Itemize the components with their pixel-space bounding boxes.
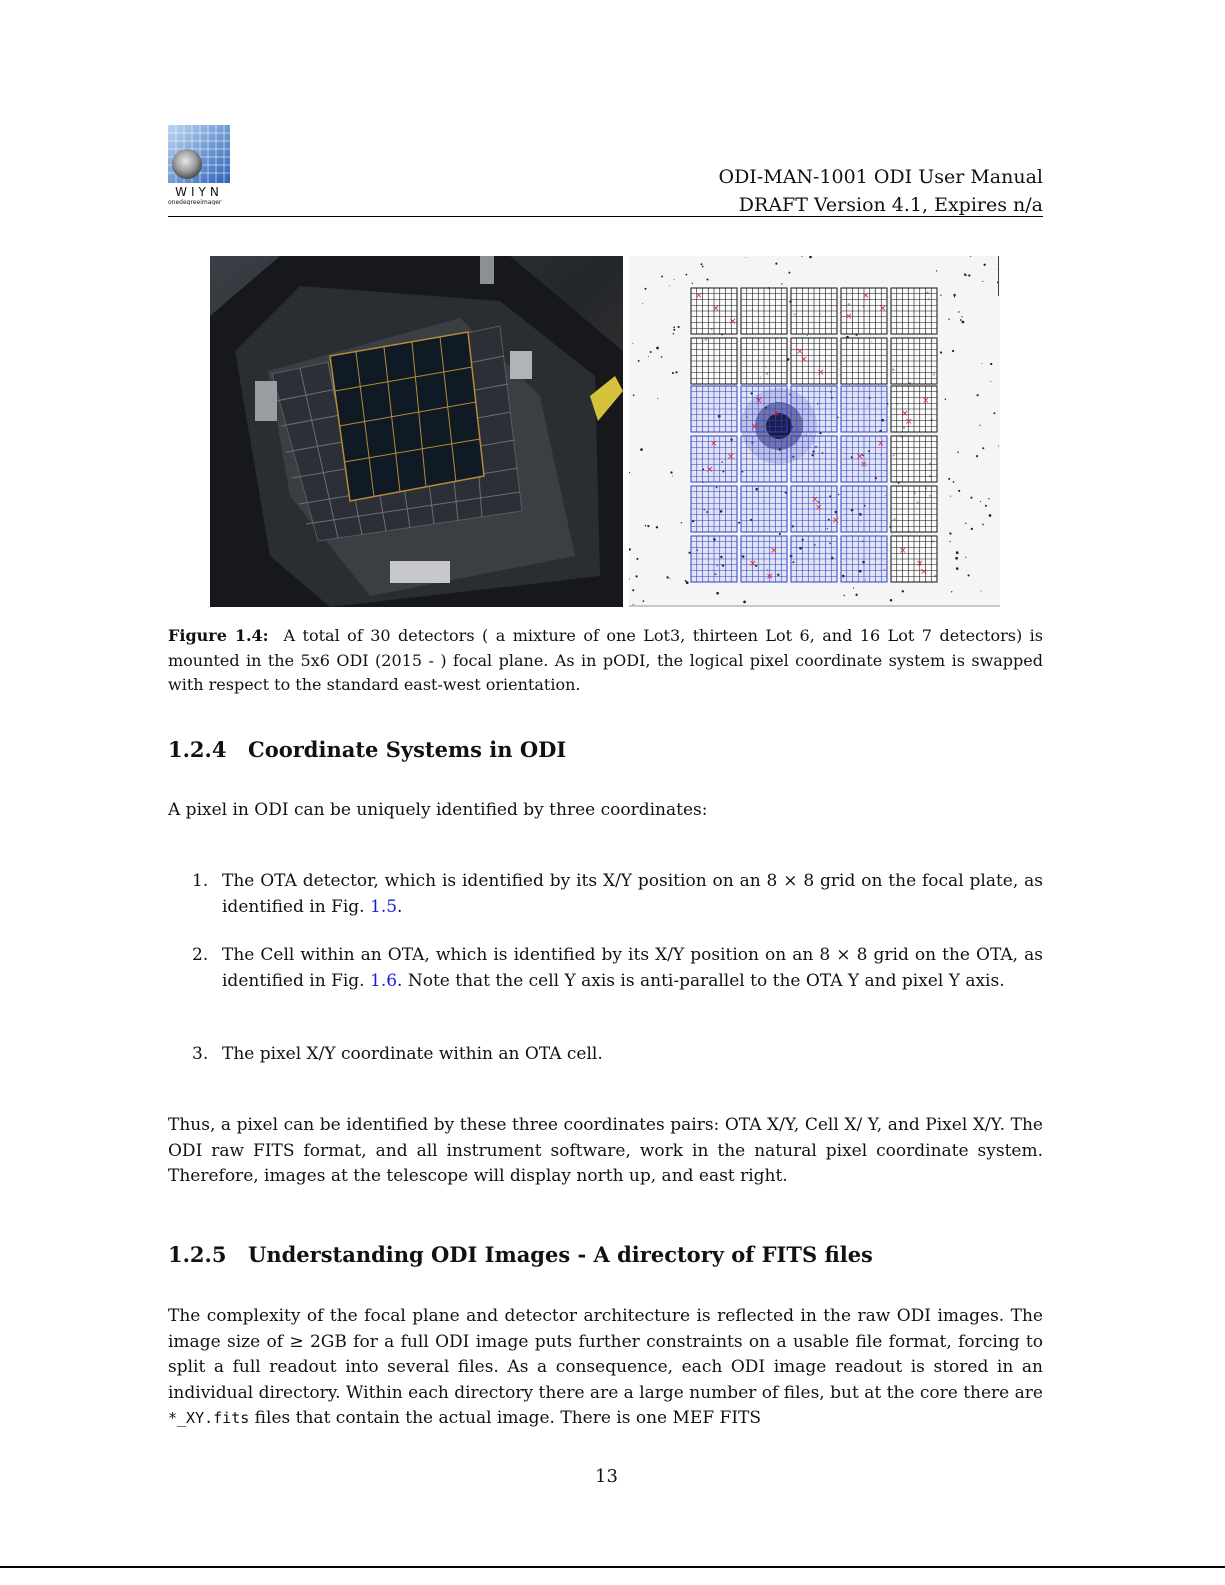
star-point — [940, 295, 941, 296]
bad-cell-mark: × — [815, 503, 823, 513]
ota-detector — [791, 386, 837, 432]
ota-detector — [791, 536, 837, 582]
doc-id: ODI-MAN-1001 ODI User Manual — [718, 166, 1043, 188]
star-point — [890, 599, 893, 602]
star-point — [965, 523, 966, 524]
section-title: Coordinate Systems in ODI — [248, 737, 567, 762]
star-point — [990, 363, 992, 365]
ota-detector — [691, 386, 737, 432]
star-point — [681, 522, 682, 523]
star-point — [632, 589, 634, 591]
detector-layout-map — [629, 256, 1000, 607]
star-point — [629, 548, 631, 551]
list-text — [222, 1042, 1043, 1068]
star-point — [962, 321, 965, 324]
ota-detector — [741, 536, 787, 582]
star-point — [657, 398, 658, 399]
star-point — [953, 481, 955, 483]
star-point — [953, 294, 955, 296]
bad-cell-mark: × — [749, 559, 757, 569]
bad-cell-mark: × — [879, 304, 887, 314]
list-number: 3. — [192, 1044, 209, 1064]
wiyn-odi-logo — [168, 125, 230, 205]
star-point — [648, 356, 649, 357]
star-point — [640, 448, 643, 451]
star-point — [706, 278, 708, 280]
section-heading-1-2-4 — [168, 737, 566, 762]
star-point — [672, 475, 673, 476]
list-text — [222, 869, 1043, 920]
bad-cell-mark: × — [862, 291, 870, 301]
star-point — [638, 360, 640, 362]
bad-cell-mark: × — [695, 291, 703, 301]
star-point — [993, 412, 995, 414]
star-point — [675, 371, 677, 373]
bad-cell-mark: × — [712, 304, 720, 314]
bad-cell-mark: × — [916, 559, 924, 569]
star-point — [980, 591, 981, 592]
list-text-part: . — [397, 896, 403, 917]
ota-detector — [891, 486, 937, 532]
star-point — [970, 497, 972, 499]
star-point — [940, 352, 942, 354]
bad-cell-mark: × — [706, 465, 714, 475]
star-point — [951, 591, 952, 592]
ota-detector — [891, 436, 937, 482]
star-point — [961, 316, 962, 317]
star-point — [636, 558, 638, 560]
figure-caption — [168, 624, 1043, 698]
ota-detector — [791, 486, 840, 532]
star-point — [738, 522, 740, 524]
star-point — [889, 526, 890, 527]
star-point — [988, 498, 989, 499]
star-point — [838, 494, 839, 495]
bad-cell-mark: × — [710, 439, 718, 449]
ota-detector — [691, 338, 737, 384]
star-point — [745, 257, 746, 258]
star-point — [968, 274, 970, 276]
star-point — [990, 381, 991, 382]
body-paragraph: Thus, a pixel can be identified by these three coordinates pairs: OTA X/Y, Cell X/ Y, and Pixel X/Y. The ODI raw FITS format, and all instrument software, work in the natural pixel coordinate system. Therefore, images at the telescope will display north up, and east right. — [168, 1115, 1043, 1186]
list-number: 1. — [192, 871, 209, 891]
star-point — [979, 425, 980, 426]
inline-code: *_XY.fits — [168, 1409, 250, 1427]
star-point — [980, 501, 981, 502]
ota-detector — [791, 338, 837, 384]
star-point — [686, 581, 689, 584]
star-point — [891, 533, 892, 534]
page-number: 13 — [595, 1466, 618, 1487]
body-paragraph — [168, 1304, 1043, 1432]
bad-cell-mark: × — [770, 546, 778, 556]
bad-cell-mark: × — [729, 317, 737, 327]
star-point — [656, 526, 658, 528]
star-point — [647, 525, 649, 527]
logo-graphic — [168, 125, 230, 205]
bad-cell-mark: × — [727, 452, 735, 462]
ota-detector — [691, 486, 737, 532]
bad-cell-mark: × — [772, 409, 780, 419]
bad-cell-mark: × — [832, 516, 840, 526]
section-title: Understanding ODI Images - A directory of FITS files — [248, 1242, 873, 1267]
bad-cell-mark: × — [845, 312, 853, 322]
star-point — [976, 394, 978, 396]
ota-detector — [691, 536, 737, 582]
list-text-part: The pixel X/Y coordinate within an OTA cell. — [222, 1044, 603, 1064]
star-point — [982, 281, 983, 282]
star-point — [998, 445, 999, 446]
star-point — [960, 319, 962, 321]
bad-cell-mark: × — [860, 460, 868, 470]
list-text — [222, 943, 1043, 994]
star-point — [669, 578, 670, 579]
star-point — [685, 580, 687, 582]
bad-cell-mark: × — [800, 355, 808, 365]
list-text-part: The OTA detector, which is identified by its X/Y position on an 8 × 8 grid on the focal plate, as identified in Fig. — [222, 871, 1043, 917]
list-text-part: . Note that the cell Y axis is anti-parallel to the OTA Y and pixel Y axis. — [397, 970, 1005, 991]
ota-detector — [741, 386, 787, 432]
ota-detector — [741, 288, 787, 334]
star-point — [743, 601, 746, 604]
star-point — [656, 347, 659, 350]
star-point — [902, 590, 904, 592]
figure-reference-link[interactable]: 1.5 — [370, 896, 398, 917]
star-point — [775, 263, 777, 265]
star-point — [673, 329, 675, 331]
bad-cell-mark: × — [905, 417, 913, 427]
ota-detector — [841, 536, 887, 582]
star-point — [956, 551, 959, 554]
bad-cell-mark: × — [751, 422, 759, 432]
star-point — [807, 335, 808, 336]
star-point — [781, 283, 782, 284]
star-point — [661, 356, 663, 358]
star-point — [989, 514, 992, 517]
star-point — [949, 532, 951, 534]
star-point — [788, 272, 790, 274]
star-point — [629, 472, 630, 473]
figure-label: Figure 1.4: — [168, 626, 269, 645]
ota-detector — [791, 436, 837, 482]
star-point — [678, 326, 680, 328]
ota-detector — [891, 536, 937, 582]
ota-detector — [741, 436, 787, 482]
star-point — [968, 574, 970, 576]
star-point — [948, 478, 950, 480]
star-point — [644, 288, 646, 290]
star-point — [645, 525, 646, 526]
star-point — [957, 451, 959, 453]
star-point — [984, 264, 986, 266]
ota-detector — [891, 386, 937, 432]
paragraph-text: files that contain the actual image. There is one MEF FITS — [249, 1408, 762, 1428]
ota-detector — [741, 338, 787, 384]
page-bottom-rule — [0, 1566, 1225, 1568]
star-point — [701, 263, 703, 265]
star-point — [801, 256, 802, 257]
running-header — [719, 163, 1044, 219]
logo-subtext: onedegreeimager — [168, 199, 222, 205]
ota-detector — [791, 288, 837, 334]
star-point — [716, 592, 719, 595]
bad-cell-mark: × — [796, 347, 804, 357]
star-point — [958, 311, 959, 312]
star-point — [779, 533, 781, 535]
star-point — [971, 528, 973, 530]
star-point — [853, 587, 854, 588]
star-point — [950, 496, 951, 497]
star-point — [844, 595, 845, 596]
star-point — [952, 350, 954, 352]
star-point — [670, 471, 672, 473]
star-point — [672, 372, 674, 374]
ota-detector — [841, 288, 887, 334]
bad-cell-mark: × — [901, 409, 909, 419]
list-text-part: The Cell within an OTA, which is identified by its X/Y position on an 8 × 8 grid on the OTA, as identified in Fig. — [222, 945, 1043, 991]
star-point — [948, 319, 949, 320]
star-point — [629, 579, 630, 580]
section-intro: A pixel in ODI can be uniquely identified by three coordinates: — [168, 800, 708, 820]
star-point — [956, 567, 959, 570]
star-point — [958, 490, 960, 492]
figure-edge — [998, 256, 999, 296]
detector-layout-graphic — [629, 256, 1000, 607]
figure-caption-text: A total of 30 detectors ( a mixture of one Lot3, thirteen Lot 6, and 16 Lot 7 detectors) is mounted in the 5x6 ODI (2015 - ) focal plane. As in pODI, the logical pixel coordinate system is swapped with respect to the standard east-west orientation. — [168, 626, 1044, 694]
star-point — [674, 279, 675, 280]
ota-detector — [691, 436, 737, 482]
logo-text: WIYN — [175, 185, 223, 199]
star-point — [970, 256, 971, 257]
star-point — [981, 363, 982, 364]
bad-cell-mark: × — [766, 572, 774, 582]
focal-plane-photo — [210, 256, 623, 607]
doc-version: DRAFT Version 4.1, Expires n/a — [738, 194, 1043, 216]
star-point — [686, 274, 688, 276]
bad-cell-mark: × — [899, 546, 907, 556]
ota-detector — [841, 386, 887, 432]
bad-cell-mark: × — [856, 452, 864, 462]
bad-cell-mark: × — [817, 368, 825, 378]
star-point — [666, 576, 668, 578]
star-point — [964, 273, 966, 275]
star-point — [635, 575, 637, 577]
star-point — [673, 333, 675, 335]
star-point — [643, 600, 645, 602]
star-point — [692, 283, 693, 284]
focal-plane-photo-graphic — [210, 256, 623, 607]
star-point — [936, 270, 937, 271]
ota-detector — [891, 288, 937, 334]
list-number: 2. — [192, 945, 209, 965]
section-number: 1.2.5 — [168, 1242, 227, 1267]
bad-cell-mark: × — [811, 495, 819, 505]
star-point — [633, 394, 635, 396]
star-point — [632, 343, 633, 344]
star-point — [965, 557, 966, 558]
ota-detector — [891, 338, 937, 384]
star-point — [650, 351, 652, 353]
star-point — [982, 524, 984, 526]
star-point — [945, 398, 947, 400]
star-point — [702, 266, 704, 268]
ota-detector — [741, 486, 787, 532]
star-point — [669, 285, 670, 286]
paragraph-text: The complexity of the focal plane and detector architecture is reflected in the raw ODI images. The image size of ≥ 2GB for a full ODI image puts further constraints on a usable file format, forcing to split a full readout into several files. As a consequence, each ODI image readout is stored in an individual directory. Within each directory there are a large number of files, but at the core there are — [168, 1306, 1043, 1403]
star-point — [673, 326, 675, 328]
bad-cell-mark: × — [755, 396, 763, 406]
ota-detector — [841, 436, 887, 482]
section-number: 1.2.4 — [168, 737, 227, 762]
star-point — [954, 296, 955, 297]
bad-cell-mark: × — [877, 439, 885, 449]
star-point — [982, 447, 984, 449]
bad-cell-mark: × — [922, 396, 930, 406]
star-point — [855, 594, 857, 596]
star-point — [985, 505, 987, 507]
star-point — [688, 552, 690, 554]
star-point — [976, 455, 978, 457]
figure-reference-link[interactable]: 1.6 — [370, 970, 398, 991]
ota-detector — [841, 338, 887, 384]
figure-edge — [629, 605, 1000, 607]
star-point — [949, 541, 950, 542]
section-heading-1-2-5 — [168, 1242, 873, 1267]
bad-cell-mark: × — [920, 567, 928, 577]
star-point — [661, 276, 663, 278]
star-point — [642, 303, 643, 304]
ota-detector — [841, 486, 887, 532]
star-point — [809, 256, 812, 258]
star-point — [955, 557, 958, 560]
header-rule — [168, 216, 1043, 217]
ota-detector — [691, 288, 737, 334]
